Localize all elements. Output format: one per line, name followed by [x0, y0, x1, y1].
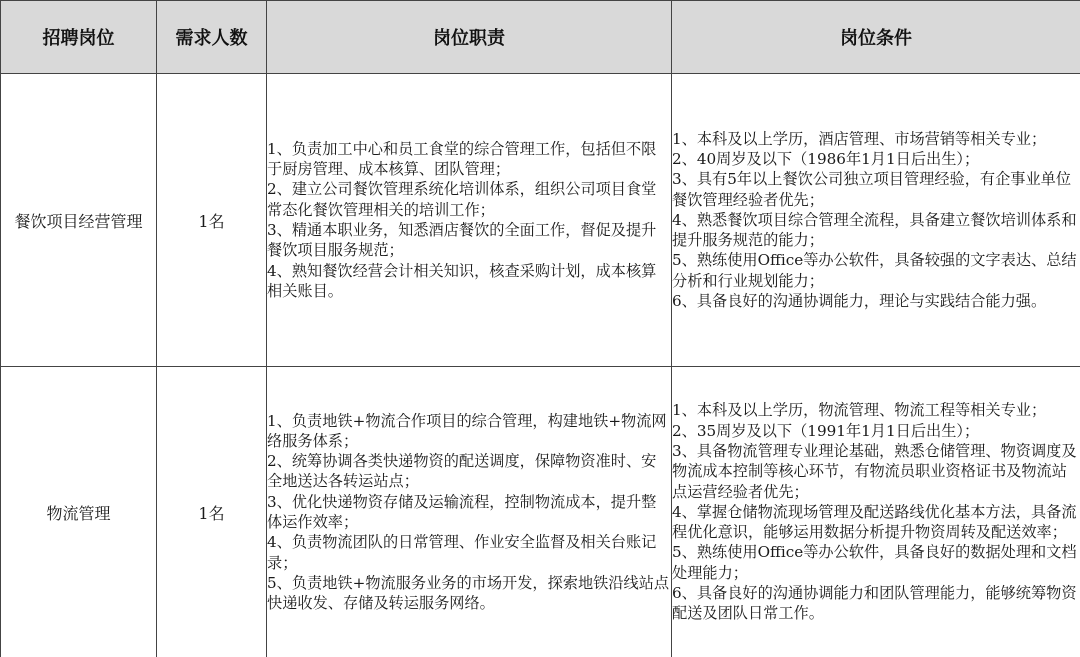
duty-item: 3、精通本职业务，知悉酒店餐饮的全面工作，督促及提升餐饮项目服务规范； — [267, 221, 657, 260]
condition-item: 1、本科及以上学历，酒店管理、市场营销等相关专业； — [672, 129, 1047, 148]
header-duties: 岗位职责 — [267, 1, 672, 74]
duties-cell — [267, 367, 672, 657]
condition-item: 4、掌握仓储物流现场管理及配送路线优化基本方法，具备流程优化意识，能够运用数据分析提升物资周转及配送效率； — [672, 502, 1077, 542]
condition-item: 6、具备良好的沟通协调能力，理论与实践结合能力强。 — [672, 292, 1047, 311]
table-header-row — [1, 1, 1080, 74]
table-row — [1, 74, 1080, 367]
position-cell: 餐饮项目经营管理 — [1, 74, 157, 367]
header-count: 需求人数 — [157, 1, 267, 74]
duty-item: 2、统筹协调各类快递物资的配送调度，保障物资准时、安全地送达各转运站点； — [267, 452, 657, 491]
table-row — [1, 367, 1080, 657]
condition-item: 5、熟练使用Office等办公软件，具备良好的数据处理和文档处理能力； — [672, 543, 1077, 582]
condition-item: 3、具备物流管理专业理论基础，熟悉仓储管理、物资调度及物流成本控制等核心环节，有物流员职业资格证书及物流站点运营经验者优先； — [672, 441, 1077, 501]
duty-item: 5、负责地铁+物流服务业务的市场开发，探索地铁沿线站点快递收发、存储及转运服务网络。 — [267, 573, 670, 613]
duty-item: 4、熟知餐饮经营会计相关知识，核查采购计划，成本核算相关账目。 — [267, 261, 657, 300]
count-cell: 1名 — [157, 367, 267, 657]
condition-item: 2、35周岁及以下（1991年1月1日后出生）； — [672, 421, 980, 440]
duties-cell — [267, 74, 672, 367]
position-cell: 物流管理 — [1, 367, 157, 657]
condition-item: 4、熟悉餐饮项目综合管理全流程，具备建立餐饮培训体系和提升服务规范的能力； — [672, 210, 1077, 250]
conditions-cell — [672, 74, 1080, 367]
duty-item: 1、负责加工中心和员工食堂的综合管理工作，包括但不限于厨房管理、成本核算、团队管理； — [267, 139, 657, 179]
duty-item: 4、负责物流团队的日常管理、作业安全监督及相关台账记录； — [267, 533, 657, 572]
condition-item: 5、熟练使用Office等办公软件，具备较强的文字表达、总结分析和行业规划能力； — [672, 251, 1077, 290]
condition-item: 3、具有5年以上餐饮公司独立项目管理经验，有企事业单位餐饮管理经验者优先； — [672, 170, 1072, 209]
condition-item: 6、具备良好的沟通协调能力和团队管理能力，能够统筹物资配送及团队日常工作。 — [672, 584, 1077, 623]
condition-item: 1、本科及以上学历，物流管理、物流工程等相关专业； — [672, 401, 1047, 420]
duty-item: 3、优化快递物资存储及运输流程，控制物流成本，提升整体运作效率； — [267, 492, 657, 531]
count-cell: 1名 — [157, 74, 267, 367]
header-position: 招聘岗位 — [1, 1, 157, 74]
conditions-cell — [672, 367, 1080, 657]
duty-item: 1、负责地铁+物流合作项目的综合管理，构建地铁+物流网络服务体系； — [267, 411, 667, 450]
condition-item: 2、40周岁及以下（1986年1月1日后出生）； — [672, 149, 980, 168]
duty-item: 2、建立公司餐饮管理系统化培训体系，组织公司项目食堂常态化餐饮管理相关的培训工作； — [267, 180, 657, 219]
header-conditions: 岗位条件 — [672, 1, 1080, 74]
